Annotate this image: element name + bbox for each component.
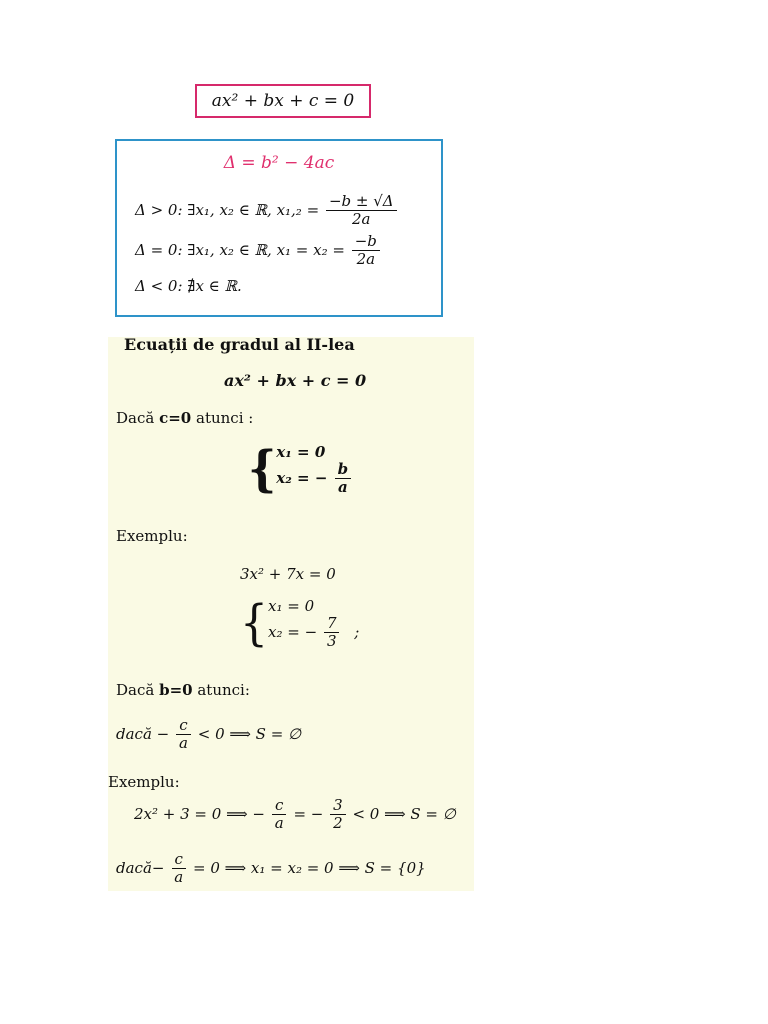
cond1-prefix: dacă − xyxy=(116,724,170,743)
quadratic-equation-box xyxy=(195,84,371,118)
cond2-numerator: c xyxy=(172,851,186,869)
case-b-post: atunci: xyxy=(192,681,250,699)
cond2-suffix: = 0 ⟹ x₁ = x₂ = 0 ⟹ S = {0} xyxy=(192,858,426,877)
sys1-root2-prefix: x₂ = − xyxy=(276,468,328,487)
case-c-zero-label xyxy=(116,409,253,427)
case-b-condition: b=0 xyxy=(159,681,193,699)
sys2-fraction xyxy=(324,615,340,651)
example2-label: Exemplu: xyxy=(108,773,180,791)
cond1-numerator: c xyxy=(176,717,190,735)
sys2-root1: x₁ = 0 xyxy=(268,597,315,615)
cond2-prefix: dacă− xyxy=(116,858,165,877)
roots-numerator: −b ± √Δ xyxy=(326,193,397,211)
double-root-denominator: 2a xyxy=(356,250,376,269)
section-equation: ax² + bx + c = 0 xyxy=(224,371,367,390)
sys2-numerator: 7 xyxy=(324,615,340,633)
cond2-fraction xyxy=(171,851,186,887)
sys1-fraction xyxy=(335,461,352,497)
delta-zero-line xyxy=(135,233,382,269)
sys2-suffix: ; xyxy=(354,622,360,641)
example1-label: Exemplu: xyxy=(116,527,188,545)
roots-fraction xyxy=(326,193,397,229)
sys1-denominator: a xyxy=(338,478,348,497)
quadratic-equation: ax² + bx + c = 0 xyxy=(211,91,355,111)
roots-denominator: 2a xyxy=(352,210,371,229)
cond1-suffix: < 0 ⟹ S = ∅ xyxy=(197,724,302,743)
ex2-numerator2: 3 xyxy=(330,797,346,815)
cond1-fraction xyxy=(176,717,191,753)
system-example1 xyxy=(240,597,359,651)
example2-derivation xyxy=(134,797,456,833)
sys2-root2 xyxy=(268,615,359,651)
ex2-prefix: 2x² + 3 = 0 ⟹ − xyxy=(134,804,265,823)
ex2-denominator1: a xyxy=(274,814,284,833)
case-b-pre: Dacă xyxy=(116,681,160,699)
double-root-numerator: −b xyxy=(352,233,380,251)
delta-positive-line xyxy=(135,193,399,229)
system-c-zero xyxy=(248,443,353,497)
delta-negative-line: Δ < 0: ∄x ∈ ℝ. xyxy=(135,277,242,295)
case-c-post: atunci : xyxy=(191,409,254,427)
sys2-root2-prefix: x₂ = − xyxy=(268,622,318,641)
ex2-mid: = − xyxy=(293,804,324,823)
condition-zero-root xyxy=(116,851,426,887)
delta-zero-text: Δ = 0: ∃x₁, x₂ ∈ ℝ, x₁ = x₂ = xyxy=(135,240,345,259)
case-c-pre: Dacă xyxy=(116,409,160,427)
sys2-denominator: 3 xyxy=(326,632,337,651)
ex2-numerator1: c xyxy=(272,797,286,815)
left-brace: { xyxy=(240,595,268,652)
ex2-denominator2: 2 xyxy=(333,814,343,833)
condition-empty-set xyxy=(116,717,301,753)
sys1-root2 xyxy=(276,461,353,497)
double-root-fraction xyxy=(352,233,380,269)
case-b-zero-label xyxy=(116,681,250,699)
ex2-suffix: < 0 ⟹ S = ∅ xyxy=(352,804,456,823)
ex2-fraction2 xyxy=(330,797,346,833)
left-brace: { xyxy=(248,441,277,498)
example1-equation: 3x² + 7x = 0 xyxy=(240,565,336,583)
sys1-numerator: b xyxy=(335,461,352,479)
cond1-denominator: a xyxy=(179,734,188,753)
second-degree-section xyxy=(108,337,474,891)
cond2-denominator: a xyxy=(174,868,184,887)
section-heading: Ecuații de gradul al II-lea xyxy=(124,335,355,354)
discriminant-formula: Δ = b² − 4ac xyxy=(223,153,335,173)
discriminant-box xyxy=(115,139,443,317)
sys1-root1: x₁ = 0 xyxy=(276,443,326,461)
delta-positive-text: Δ > 0: ∃x₁, x₂ ∈ ℝ, x₁,₂ = xyxy=(135,200,320,219)
case-c-condition: c=0 xyxy=(159,409,192,427)
ex2-fraction1 xyxy=(272,797,287,833)
